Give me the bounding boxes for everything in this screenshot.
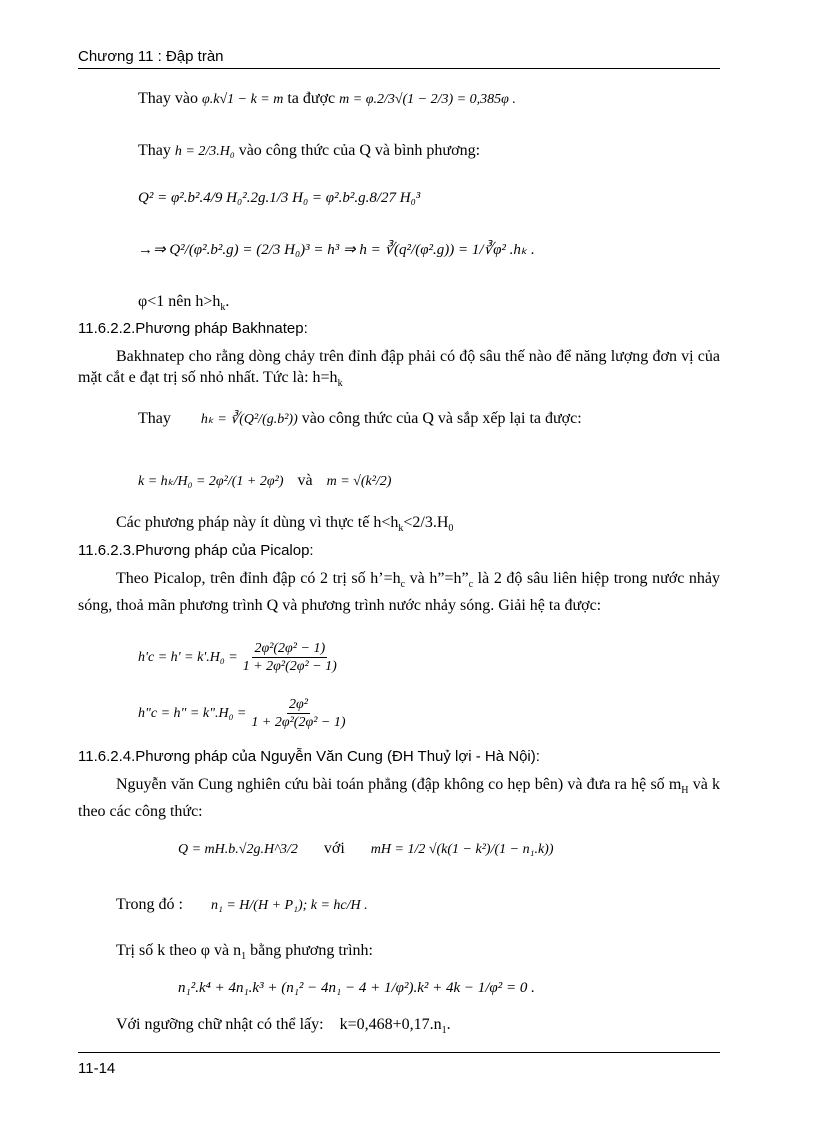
p1-expr-a: φ.k√1 − k = m bbox=[201, 92, 284, 107]
footer-rule bbox=[78, 1052, 720, 1053]
page-number: 11-14 bbox=[78, 1060, 116, 1077]
picalop-body: Theo Picalop, trên đỉnh đập có 2 trị số h’=h bbox=[116, 570, 401, 587]
p5-text: φ<1 nên h>h bbox=[138, 293, 221, 310]
p1-line bbox=[138, 90, 516, 108]
bakhnatep-body-sub: k bbox=[337, 378, 343, 390]
cung-triso-line bbox=[116, 942, 373, 962]
last-end: . bbox=[446, 1016, 451, 1033]
eq-n1: n₁ = H/(H + P₁); k = hc/H . bbox=[210, 898, 368, 913]
picalop-mid: và h”=h” bbox=[405, 570, 469, 587]
eq-picalop-2 bbox=[138, 696, 348, 731]
bakhnatep-body: Bakhnatep cho rằng dòng chảy trên đỉnh đập phải có độ sâu thế nào để năng lượng đơn vị của mặt cắt e đạt trị số nhỏ nhất. Tức là: h=h bbox=[78, 348, 720, 386]
cung-body-end: và k theo các công thức: bbox=[78, 776, 720, 821]
last-sub: 1 bbox=[441, 1025, 447, 1037]
cung-paragraph bbox=[78, 774, 720, 822]
bakhnatep-thay-tail: vào công thức của Q và sắp xếp lại ta được: bbox=[301, 410, 582, 427]
bakhnatep-paragraph bbox=[78, 346, 720, 394]
picalop-end: là 2 độ sâu liên hiệp trong nước nhảy sóng, thoả mãn phương trình Q và phương trình nước nhảy sóng. Giải hệ ta được: bbox=[78, 570, 721, 615]
eq2-num: 2φ² bbox=[288, 697, 308, 712]
bakhnatep-eq-line bbox=[138, 472, 391, 490]
bakhnatep-note bbox=[116, 514, 453, 534]
bakhnatep-hk: hₖ = ∛(Q²/(g.b²)) bbox=[200, 412, 298, 427]
eq2-lhs: h"c = h" = k".H₀ = bbox=[138, 705, 247, 721]
eq1-num: 2φ²(2φ² − 1) bbox=[254, 641, 326, 656]
eq-k: k = hₖ/H₀ = 2φ²/(1 + 2φ²) bbox=[138, 474, 284, 489]
p1-mid: ta được bbox=[287, 90, 336, 107]
cung-last-line bbox=[116, 1016, 451, 1036]
chapter-header: Chương 11 : Đập tràn bbox=[78, 48, 224, 65]
eq-picalop-1 bbox=[138, 640, 339, 675]
eq-poly: n₁².k⁴ + 4n₁.k³ + (n₁² − 4n₁ − 4 + 1/φ²).k² + 4k − 1/φ² = 0 . bbox=[178, 980, 535, 996]
bakhnatep-thay: Thay bbox=[138, 410, 171, 427]
trong-do: Trong đó : bbox=[116, 896, 183, 913]
eq-q-squared: Q² = φ².b².4/9 H₀².2g.1/3 H₀ = φ².b².g.8/27 H₀³ bbox=[138, 190, 421, 206]
eq-va: và bbox=[297, 472, 313, 489]
p1-expr-b: m = φ.2/3√(1 − 2/3) = 0,385φ . bbox=[339, 92, 516, 107]
eq-voi: với bbox=[323, 840, 345, 857]
cung-eq-line bbox=[178, 840, 554, 858]
last-text: Với ngưỡng chữ nhật có thể lấy: bbox=[116, 1016, 324, 1033]
eq1-lhs: h'c = h' = k'.H₀ = bbox=[138, 649, 238, 665]
picalop-sub1: c bbox=[400, 579, 406, 591]
eq2-fraction bbox=[249, 696, 347, 731]
p2-line bbox=[138, 142, 480, 160]
p5-sub: k bbox=[220, 302, 226, 314]
p1-lead: Thay vào bbox=[138, 90, 198, 107]
p5-end: . bbox=[225, 293, 230, 310]
p5-line bbox=[138, 293, 229, 313]
section-title-nguyen-van-cung: 11.6.2.4.Phương pháp của Nguyễn Văn Cung (ĐH Thuỷ lợi - Hà Nội): bbox=[78, 748, 540, 765]
header-rule bbox=[78, 68, 720, 69]
eq1-den: 1 + 2φ²(2φ² − 1) bbox=[242, 659, 337, 674]
cung-trongdo-line bbox=[116, 896, 368, 914]
cung-body-sub: H bbox=[681, 785, 689, 797]
note-end-sub: 0 bbox=[448, 523, 454, 535]
eq-q-mh: Q = mH.b.√2g.H^3/2 bbox=[178, 842, 298, 857]
cung-body: Nguyễn văn Cung nghiên cứu bài toán phẳng (đập không co hẹp bên) và đưa ra hệ số m bbox=[116, 776, 682, 793]
eq-h-derivation: →⇒ Q²/(φ².b².g) = (2/3 H₀)³ = h³ ⇒ h = ∛(q²/(φ².g)) = 1/∛φ² .hₖ . bbox=[138, 242, 535, 258]
tri-so-sub: 1 bbox=[241, 951, 247, 963]
last-val: k=0,468+0,17.n bbox=[339, 1016, 442, 1033]
picalop-paragraph bbox=[78, 568, 720, 616]
tri-so: Trị số k theo φ và n bbox=[116, 942, 242, 959]
eq1-fraction bbox=[241, 640, 339, 675]
note-end: <2/3.H bbox=[403, 514, 449, 531]
note-sub: k bbox=[398, 523, 404, 535]
p2-lead: Thay bbox=[138, 142, 171, 159]
eq-m: m = √(k²/2) bbox=[326, 474, 392, 489]
p2-tail: vào công thức của Q và bình phương: bbox=[238, 142, 481, 159]
tri-so-end: bằng phương trình: bbox=[246, 942, 373, 959]
note-text: Các phương pháp này ít dùng vì thực tế h<h bbox=[116, 514, 399, 531]
bakhnatep-thay-line bbox=[138, 410, 582, 428]
p2-h-expr: h = 2/3.H₀ bbox=[174, 144, 235, 159]
eq2-den: 1 + 2φ²(2φ² − 1) bbox=[251, 715, 346, 730]
picalop-sub2: c bbox=[468, 579, 474, 591]
section-title-picalop: 11.6.2.3.Phương pháp của Picalop: bbox=[78, 542, 314, 559]
eq-mh: mH = 1/2 √(k(1 − k²)/(1 − n₁.k)) bbox=[370, 842, 554, 857]
section-title-bakhnatep: 11.6.2.2.Phương pháp Bakhnatep: bbox=[78, 320, 308, 337]
